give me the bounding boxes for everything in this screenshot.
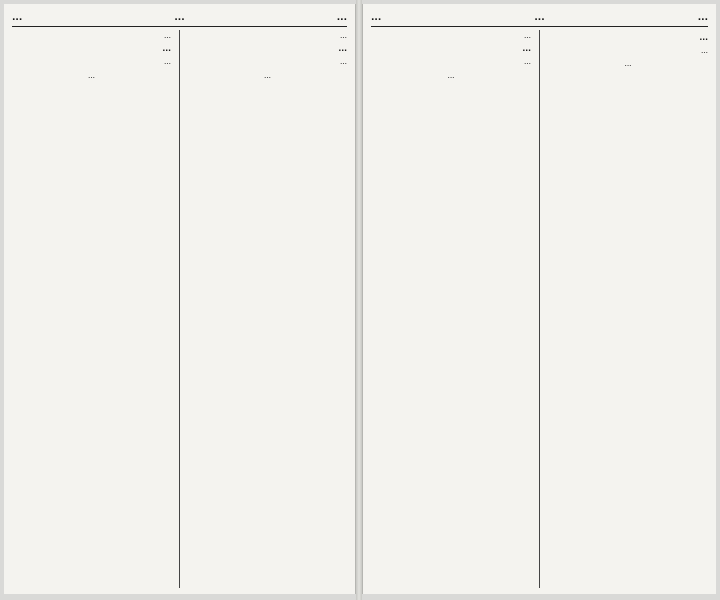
left-header-rule [12, 26, 347, 27]
right-page-number: ... [697, 13, 708, 23]
article-heading: ... [338, 44, 347, 54]
left-running-header [12, 10, 347, 26]
left-page-number: ... [336, 13, 347, 23]
left-column-right [188, 30, 347, 588]
right-page [362, 4, 716, 594]
editorial-note: ... [87, 70, 96, 80]
editorial-note: ... [447, 70, 455, 80]
article-heading: ... [522, 44, 531, 54]
paragraph: ... [339, 57, 347, 67]
paragraph: ... [339, 31, 347, 40]
left-journal-title: ... [174, 13, 185, 23]
right-columns [371, 30, 708, 588]
paragraph: ... [523, 57, 531, 67]
left-session-label: ... [12, 13, 23, 23]
left-page [4, 4, 356, 594]
paragraph: ... [163, 57, 171, 67]
article-heading: ... [699, 33, 708, 42]
left-columns [12, 30, 347, 588]
left-column-divider [179, 30, 180, 588]
editorial-note: ... [624, 59, 632, 69]
editorial-note: ... [263, 70, 272, 80]
right-header-rule [371, 26, 708, 27]
right-journal-title: ... [534, 13, 545, 23]
right-session-label: ... [371, 13, 382, 23]
paragraph: ... [700, 46, 708, 56]
right-column-left [371, 30, 531, 588]
paragraph: ... [523, 31, 531, 40]
right-column-divider [539, 30, 540, 588]
right-column-right [548, 30, 708, 588]
right-running-header [371, 10, 708, 26]
paragraph: ... [163, 31, 171, 40]
article-heading: ... [162, 44, 171, 54]
left-column-left [12, 30, 171, 588]
